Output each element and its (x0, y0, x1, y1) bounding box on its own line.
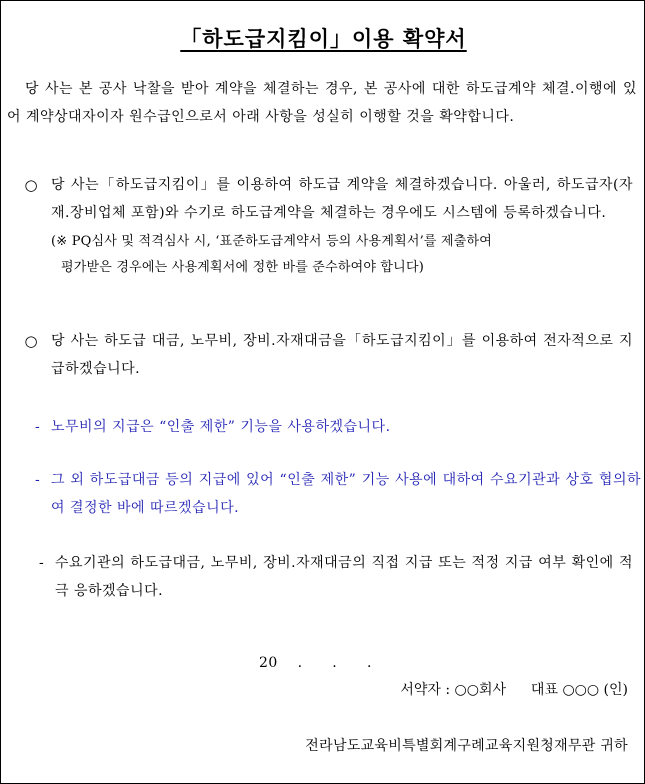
date-year-prefix: 20 (259, 655, 278, 671)
sub-item-labor-cost-text: 노무비의 지급은 “인출 제한” 기능을 사용하겠습니다. (51, 419, 391, 435)
document-title (1, 23, 645, 53)
dash-bullet: - (39, 555, 45, 571)
dash-bullet: - (35, 419, 41, 435)
signer-company: ○○회사 (454, 682, 507, 698)
pledge-item-1-note (51, 229, 633, 281)
signer-label: 서약자 : (400, 682, 451, 698)
document-title-text: 「하도급지킴이」이용 확약서 (180, 26, 467, 51)
pledge-item-2-text: 당 사는 하도급 대금, 노무비, 장비.자재대금을「하도급지킴이」를 이용하여 전자적으로 지급하겠습니다. (51, 333, 633, 377)
pledge-item-1-note-line2: 평가받은 경우에는 사용계획서에 정한 바를 준수하여야 합니다) (61, 260, 424, 275)
sub-item-labor-cost (35, 413, 635, 441)
addressee-line: 전라남도교육비특별회계구례교육지원청재무관 귀하 (305, 738, 628, 754)
pledge-item-1 (21, 171, 633, 281)
signer-rep-label: 대표 (530, 682, 558, 698)
pledge-item-1-note-line1: (※ PQ심사 및 적격심사 시, ‘표준하도급계약서 등의 사용계획서’를 제출하여 (51, 234, 493, 249)
sub-item-withdrawal-limit-text: 그 외 하도급대금 등의 지급에 있어 “인출 제한” 기능 사용에 대하여 수요기관과 상호 협의하여 결정한 바에 따르겠습니다. (51, 472, 641, 516)
intro-paragraph: 당 사는 본 공사 낙찰을 받아 계약을 체결하는 경우, 본 공사에 대한 하도급계약 체결.이행에 있어 계약상대자이자 원수급인으로서 아래 사항을 성실히 이행할 것을 확약합니다. (7, 81, 637, 125)
sub-item-withdrawal-limit (35, 466, 641, 522)
circle-bullet-icon: ○ (24, 332, 38, 350)
signer-line (400, 678, 628, 702)
signer-rep-name: ○○○ (562, 682, 600, 698)
circle-bullet-icon: ○ (24, 176, 38, 194)
date-dots: . . . (297, 655, 372, 671)
sub-item-direct-payment-text: 수요기관의 하도급대금, 노무비, 장비.자재대금의 직접 지급 또는 적정 지급 여부 확인에 적극 응하겠습니다. (55, 555, 633, 599)
sub-item-direct-payment (39, 549, 633, 605)
signature-date (259, 651, 372, 675)
pledge-item-2 (21, 327, 633, 383)
pledge-item-1-text: 당 사는「하도급지킴이」를 이용하여 하도급 계약을 체결하겠습니다. 아울러, 하도급자(자재.장비업체 포함)와 수기로 하도급계약을 체결하는 경우에도 시스템에 등록하겠습니다. (51, 177, 633, 221)
dash-bullet: - (35, 472, 41, 488)
signer-seal: (인) (603, 682, 628, 698)
